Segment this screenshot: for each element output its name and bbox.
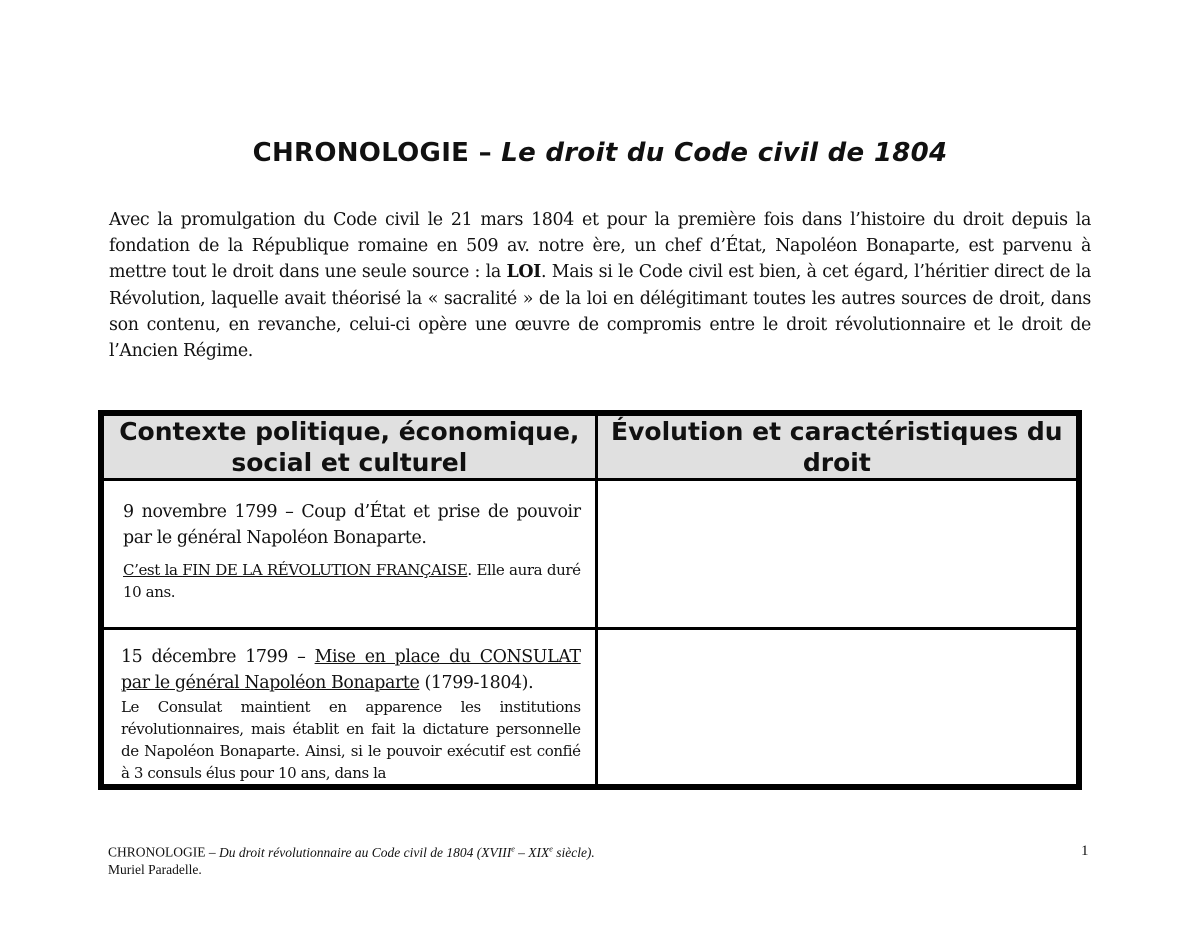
footer-title-part: – XIX — [514, 844, 550, 860]
intro-text-2: . Mais si le Code civil est bien, à cet égard, l’héritier direct de la Révolution, laquelle avait théorisé la « sacralité » de la loi en délégitimant toutes les autres sources de droit, dans son contenu, en revanche, celui-ci opère une œuvre de compromis entre le droit révolutionnaire et le droit de l’Ancien Régime. — [109, 262, 1091, 362]
intro-loi: LOI — [506, 262, 541, 283]
footer-label: CHRONOLOGIE – — [108, 844, 219, 860]
intro-paragraph — [109, 207, 1091, 364]
event-note — [123, 559, 581, 603]
event-underlined: Mise en place du CONSULAT par le général Napoléon Bonaparte — [121, 647, 581, 693]
footer-title-part: Du droit révolutionnaire au Code civil de 1804 (XVIII — [219, 844, 512, 860]
page-footer — [108, 840, 595, 878]
title-sub: Le droit du Code civil de 1804 — [501, 138, 948, 168]
footer-course-title — [219, 845, 595, 860]
table-cell-context — [103, 480, 597, 629]
event-title — [121, 644, 581, 696]
table-row — [103, 480, 1078, 629]
event-date: 15 décembre 1799 – — [121, 647, 315, 667]
table-cell-law — [596, 629, 1077, 786]
table-cell-law — [596, 480, 1077, 629]
page-number: 1 — [1081, 843, 1089, 859]
intro-text-1: Avec la promulgation du Code civil le 21 mars 1804 et pour la première fois dans l’histoire du droit depuis la fondation de la République romaine en 509 av. notre ère, un chef d’État, Napoléon Bonaparte, est parvenu à mettre tout le droit dans une seule source : la — [109, 210, 1091, 283]
footer-sup: e — [549, 844, 553, 853]
event-text: 9 novembre 1799 – Coup d’État et prise de pouvoir par le général Napoléon Bonaparte. — [123, 502, 581, 548]
title-main: CHRONOLOGIE – — [252, 138, 492, 168]
chronology-table — [98, 410, 1082, 790]
event-note-underlined: C’est la FIN DE LA RÉVOLUTION FRANÇAISE — [123, 561, 468, 579]
footer-title-part: siècle). — [552, 844, 595, 860]
event-period: (1799-1804). — [419, 673, 534, 693]
column-header-context: Contexte politique, économique, social et culturel — [103, 415, 597, 480]
event-note-rest: . Elle aura duré 10 ans. — [123, 561, 581, 601]
table-header-row — [103, 415, 1078, 480]
page-title — [0, 138, 1200, 168]
event-description: Le Consulat maintient en apparence les institutions révolutionnaires, mais établit en fait la dictature personnelle de Napoléon Bonaparte. Ainsi, si le pouvoir exécutif est confié à 3 consuls élus pour 10 ans, dans la — [121, 698, 581, 782]
table-cell-context — [103, 629, 597, 786]
column-header-law: Évolution et caractéristiques du droit — [596, 415, 1077, 480]
footer-author: Muriel Paradelle. — [108, 861, 202, 877]
footer-sup: e — [511, 844, 515, 853]
footer-line-1 — [108, 840, 595, 861]
table-row — [103, 629, 1078, 786]
